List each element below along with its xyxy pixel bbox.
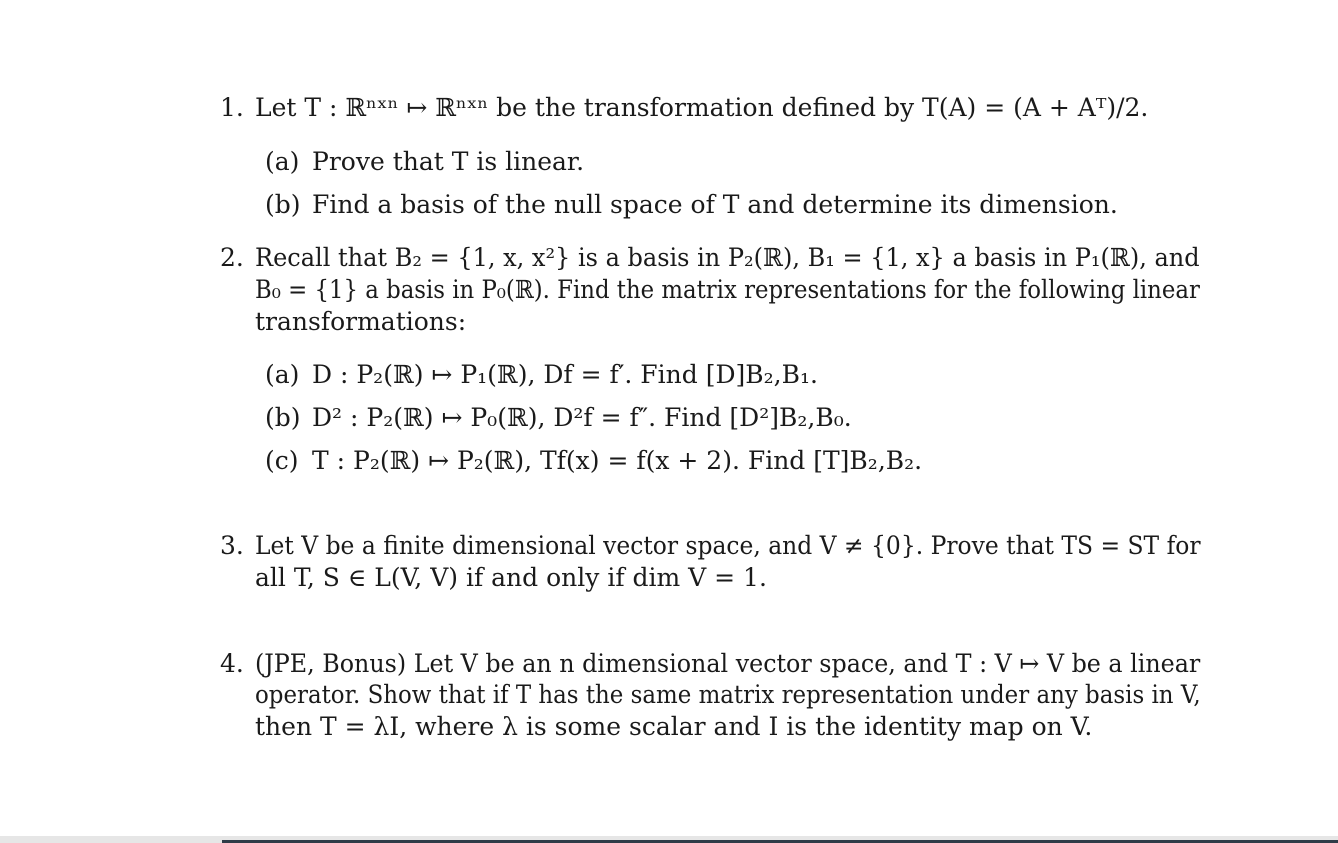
problem-text-line: transformations:: [255, 307, 467, 336]
part-label: (c): [265, 446, 299, 475]
problem-number: 1.: [220, 93, 244, 122]
problem-number: 2.: [220, 243, 244, 272]
problem-text-line: Let V be a finite dimensional vector space, and V ≠ {0}. Prove that TS = ST for: [255, 531, 1201, 560]
part-label: (b): [265, 403, 301, 432]
part-label: (a): [265, 147, 300, 176]
problem-number: 3.: [220, 531, 244, 560]
problem-text-line: (JPE, Bonus) Let V be an n dimensional vector space, and T : V ↦ V be a linear: [255, 649, 1201, 678]
problem-text-line: Let T : ℝⁿˣⁿ ↦ ℝⁿˣⁿ be the transformation defined by T(A) = (A + Aᵀ)/2.: [255, 93, 1149, 122]
part-text: Prove that T is linear.: [312, 147, 585, 176]
part-text: D : P₂(ℝ) ↦ P₁(ℝ), Df = f′. Find [D]B₂,B₁.: [312, 360, 818, 389]
part-text: T : P₂(ℝ) ↦ P₂(ℝ), Tf(x) = f(x + 2). Find [T]B₂,B₂.: [312, 446, 923, 475]
problem-text-line: B₀ = {1} a basis in P₀(ℝ). Find the matrix representations for the following linear: [255, 275, 1200, 304]
problem-text-line: Recall that B₂ = {1, x, x²} is a basis in P₂(ℝ), B₁ = {1, x} a basis in P₁(ℝ), and: [255, 243, 1200, 272]
part-label: (a): [265, 360, 300, 389]
part-text: D² : P₂(ℝ) ↦ P₀(ℝ), D²f = f″. Find [D²]B₂,B₀.: [312, 403, 852, 432]
problem-text-line: operator. Show that if T has the same matrix representation under any basis in V,: [255, 680, 1201, 709]
part-label: (b): [265, 190, 301, 219]
problem-text-line: all T, S ∈ L(V, V) if and only if dim V = 1.: [255, 563, 767, 592]
problem-text-line: then T = λI, where λ is some scalar and I is the identity map on V.: [255, 712, 1093, 741]
problem-number: 4.: [220, 649, 244, 678]
part-text: Find a basis of the null space of T and determine its dimension.: [312, 190, 1118, 219]
